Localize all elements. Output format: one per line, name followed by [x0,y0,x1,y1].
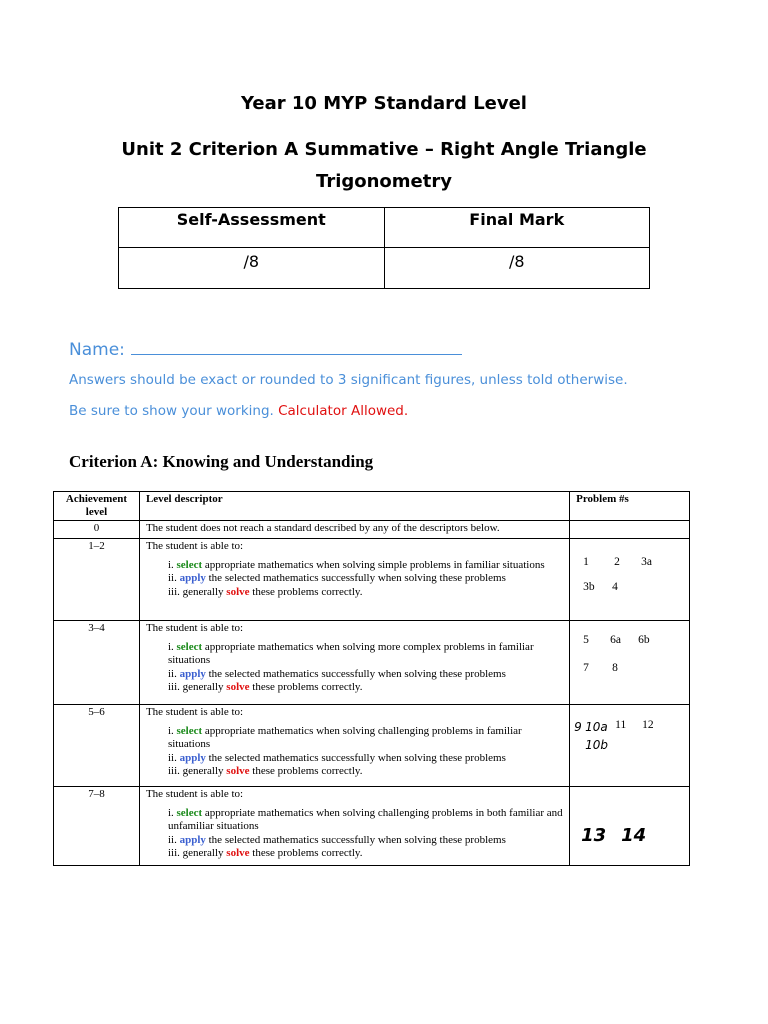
level-7-8: 7–8 [54,787,140,866]
descriptor-item-select: i. select appropriate mathematics when solving more complex problems in familiar situations [167,640,534,666]
name-field[interactable] [131,337,462,355]
handwritten-problem: 13 [581,825,607,846]
problems-level-1-2 [570,539,690,621]
problem-number: 1 [583,556,589,568]
problem-number: 3a [641,556,653,568]
table-row [54,539,690,621]
keyword-select: select [176,806,203,819]
keyword-select: select [176,640,203,653]
descriptor-level-0: The student does not reach a standard described by any of the descriptors below. [139,521,569,539]
keyword-apply: apply [179,667,206,680]
descriptor-level-3-4 [139,621,569,705]
final-mark-value[interactable]: /8 [384,248,650,289]
document-title: Year 10 MYP Standard Level [241,93,527,114]
handwritten-problem: 10b [585,738,609,752]
descriptor-item-select: i. select appropriate mathematics when solving simple problems in familiar situations [167,558,545,571]
problem-number: 5 [583,634,589,646]
working-note [69,403,408,419]
problems-level-3-4 [570,621,690,705]
subtitle-line-2: Trigonometry [316,171,452,192]
keyword-apply: apply [179,833,206,846]
handwritten-problem: 10a [585,720,608,734]
descriptor-level-1-2 [139,539,569,621]
table-row [54,787,690,866]
descriptor-intro: The student is able to: [145,540,244,552]
rounding-note: Answers should be exact or rounded to 3 significant figures, unless told otherwise. [69,372,628,388]
descriptor-item-select: i. select appropriate mathematics when solving challenging problems in both familiar and unfamiliar situations [167,806,563,832]
working-note-text: Be sure to show your working. [69,403,274,419]
keyword-solve: solve [226,681,250,693]
name-row [69,337,462,360]
descriptor-intro: The student is able to: [145,706,244,718]
subtitle-line-1: Unit 2 Criterion A Summative – Right Angle Triangle [121,139,647,160]
header-problem-numbers: Problem #s [570,492,690,521]
level-1-2: 1–2 [54,539,140,621]
keyword-solve: solve [226,847,250,859]
descriptor-item-apply: ii. apply the selected mathematics successfully when solving these problems [167,667,506,680]
descriptor-item-select: i. select appropriate mathematics when solving challenging problems in familiar situations [167,724,522,750]
calculator-note: Calculator Allowed. [278,403,409,419]
level-3-4: 3–4 [54,621,140,705]
descriptor-level-7-8 [139,787,569,866]
problems-level-0 [570,521,690,539]
final-mark-header: Final Mark [384,208,650,248]
marks-table [118,207,650,289]
problems-level-5-6 [570,705,690,787]
descriptor-item-solve: iii. generally solve these problems correctly. [167,847,363,859]
problem-number: 7 [583,662,589,674]
problem-number: 12 [642,719,654,731]
keyword-select: select [176,724,203,737]
header-achievement-level: Achievement level [54,492,140,521]
problem-number: 3b [583,581,595,593]
descriptor-item-solve: iii. generally solve these problems correctly. [167,585,363,598]
descriptor-level-5-6 [139,705,569,787]
problem-number: 6b [638,634,650,646]
header-level-descriptor: Level descriptor [139,492,569,521]
problems-level-7-8 [570,787,690,866]
table-row [54,705,690,787]
keyword-solve: solve [226,765,250,777]
descriptor-intro: The student is able to: [145,622,244,634]
handwritten-problem: 9 [574,720,582,734]
table-row [54,621,690,705]
descriptor-item-solve: iii. generally solve these problems correctly. [167,681,363,693]
descriptor-item-solve: iii. generally solve these problems correctly. [167,765,363,777]
document-subtitle [0,134,768,198]
problem-number: 6a [610,634,622,646]
keyword-apply: apply [179,572,206,584]
criterion-table [53,491,690,866]
descriptor-item-apply: ii. apply the selected mathematics successfully when solving these problems [167,833,506,846]
descriptor-item-apply: ii. apply the selected mathematics successfully when solving these problems [167,572,506,584]
problem-number: 2 [614,556,620,568]
handwritten-problem: 14 [621,825,647,846]
criterion-heading: Criterion A: Knowing and Understanding [69,452,374,471]
self-assessment-value[interactable]: /8 [119,248,385,289]
problem-number: 8 [612,662,618,674]
problem-number: 4 [612,581,618,593]
keyword-apply: apply [179,751,206,764]
descriptor-item-apply: ii. apply the selected mathematics successfully when solving these problems [167,751,506,764]
problem-number: 11 [615,719,627,731]
self-assessment-header: Self-Assessment [119,208,385,248]
name-label: Name: [69,340,125,360]
level-0: 0 [54,521,140,539]
level-5-6: 5–6 [54,705,140,787]
keyword-solve: solve [226,585,250,598]
descriptor-intro: The student is able to: [145,788,244,800]
keyword-select: select [176,558,203,571]
